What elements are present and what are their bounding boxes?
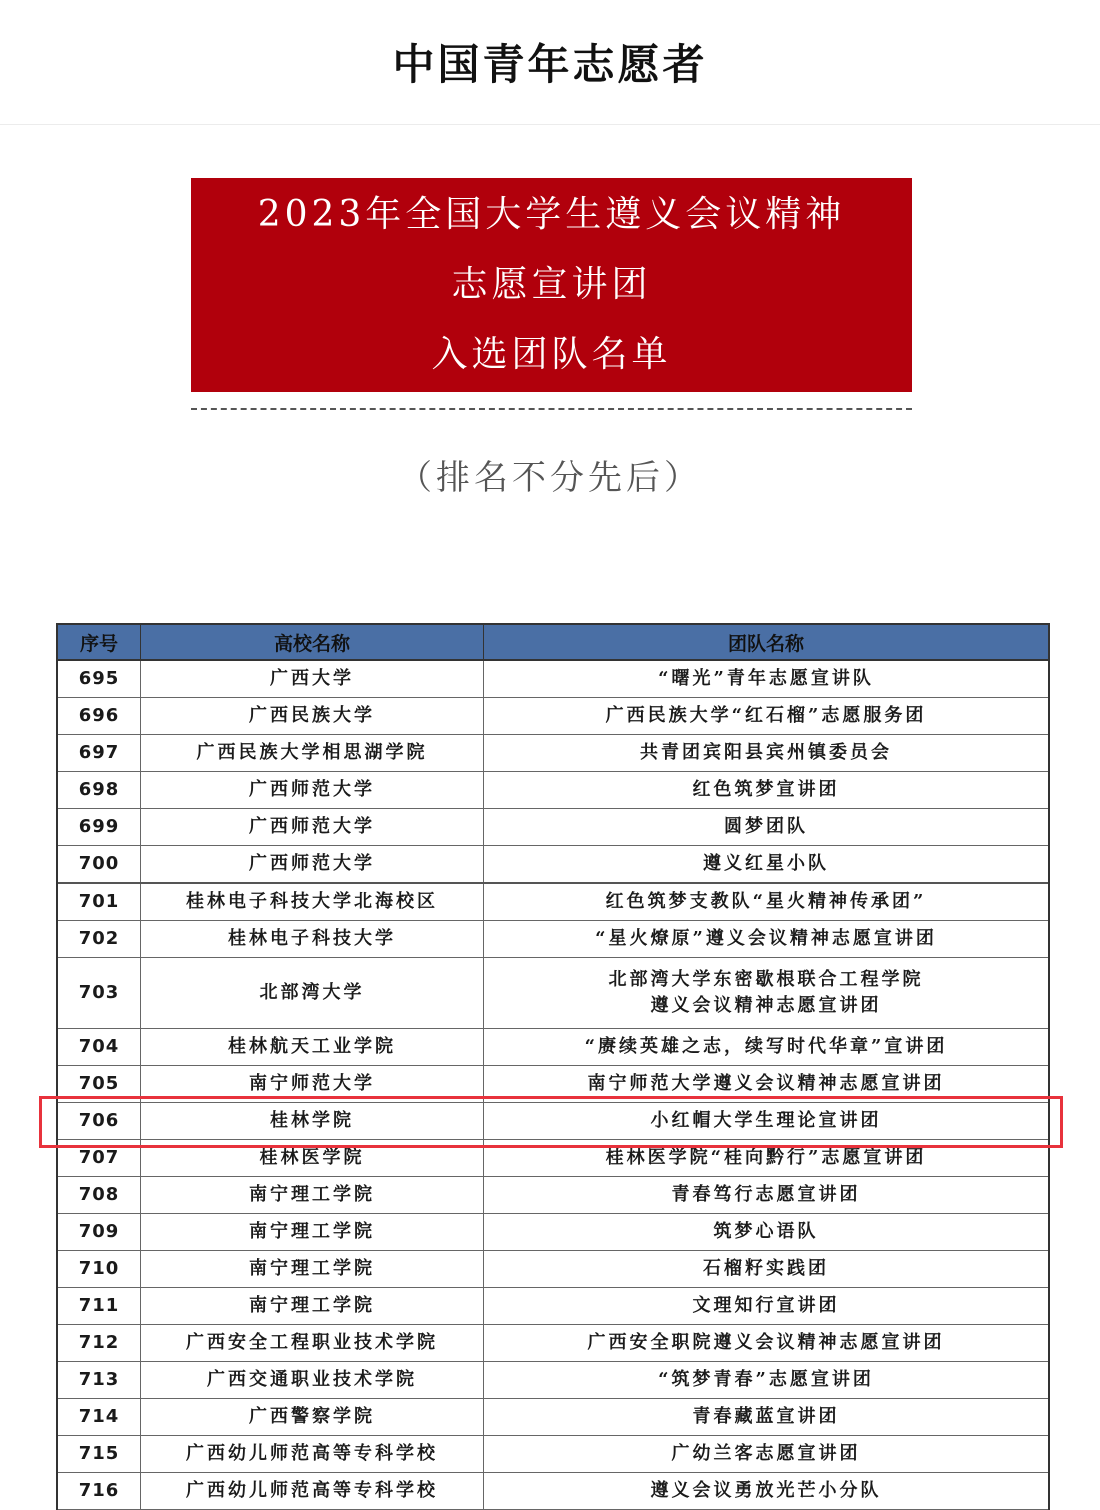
school-name: 南宁理工学院	[141, 1214, 484, 1250]
team-name: 红色筑梦支教队“星火精神传承团”	[605, 891, 927, 912]
table-row	[58, 1029, 1048, 1066]
team-name: 南宁师范大学遵义会议精神志愿宣讲团	[587, 1073, 945, 1094]
school-name: 广西师范大学	[141, 846, 484, 882]
row-number: 711	[58, 1288, 141, 1324]
page-title: 中国青年志愿者	[392, 40, 708, 89]
row-number: 700	[58, 846, 141, 882]
table-row-highlighted	[58, 1103, 1048, 1140]
table-row	[58, 958, 1048, 1029]
banner-line-1: 2023年全国大学生遵义会议精神	[257, 194, 846, 235]
page-header	[0, 0, 1100, 125]
table-row	[58, 1399, 1048, 1436]
table-row	[58, 1214, 1048, 1251]
team-name: “曙光”青年志愿宣讲队	[658, 668, 874, 689]
team-name-line-2: 遵义会议精神志愿宣讲团	[650, 995, 882, 1016]
row-number: 707	[58, 1140, 141, 1176]
team-name: 文理知行宣讲团	[692, 1295, 840, 1316]
table-row	[58, 1362, 1048, 1399]
table-row	[58, 809, 1048, 846]
row-number: 706	[58, 1103, 141, 1139]
row-number: 705	[58, 1066, 141, 1102]
row-number: 712	[58, 1325, 141, 1361]
team-name: 广西民族大学“红石榴”志愿服务团	[605, 705, 927, 726]
school-name: 广西警察学院	[141, 1399, 484, 1435]
team-name: 青春藏蓝宣讲团	[692, 1406, 840, 1427]
table-row	[58, 1288, 1048, 1325]
table-row	[58, 1251, 1048, 1288]
team-name	[484, 958, 1048, 1028]
school-name: 广西大学	[141, 661, 484, 697]
team-name: 青春笃行志愿宣讲团	[671, 1184, 861, 1205]
banner-line-2: 志愿宣讲团	[451, 264, 652, 305]
table-row	[58, 772, 1048, 809]
school-name: 桂林电子科技大学	[141, 921, 484, 957]
team-name: 石榴籽实践团	[703, 1258, 829, 1279]
table-row	[58, 884, 1048, 921]
school-name: 广西民族大学	[141, 698, 484, 734]
table-row	[58, 735, 1048, 772]
table-header	[58, 623, 1048, 661]
team-name: 小红帽大学生理论宣讲团	[650, 1110, 882, 1131]
school-name: 广西民族大学相思湖学院	[141, 735, 484, 771]
team-name: 共青团宾阳县宾州镇委员会	[640, 742, 892, 763]
team-name: 广西安全职院遵义会议精神志愿宣讲团	[587, 1332, 945, 1353]
row-number: 713	[58, 1362, 141, 1398]
school-name: 南宁理工学院	[141, 1251, 484, 1287]
row-number: 709	[58, 1214, 141, 1250]
school-name: 广西安全工程职业技术学院	[141, 1325, 484, 1361]
school-name: 广西师范大学	[141, 809, 484, 845]
team-name: 圆梦团队	[724, 816, 808, 837]
school-name: 广西交通职业技术学院	[141, 1362, 484, 1398]
school-name: 广西幼儿师范高等专科学校	[141, 1436, 484, 1472]
table-row	[58, 1066, 1048, 1103]
team-name: 红色筑梦宣讲团	[692, 779, 840, 800]
column-header-team: 团队名称	[727, 632, 804, 655]
table-row	[58, 1140, 1048, 1177]
school-name: 南宁师范大学	[141, 1066, 484, 1102]
column-header-school: 高校名称	[141, 625, 484, 659]
table-row	[58, 698, 1048, 735]
school-name: 广西师范大学	[141, 772, 484, 808]
team-name-line-1: 北部湾大学东密歇根联合工程学院	[608, 969, 924, 990]
table-row	[58, 1325, 1048, 1362]
team-name: “赓续英雄之志，续写时代华章”宣讲团	[584, 1036, 948, 1057]
school-name: 桂林电子科技大学北海校区	[141, 884, 484, 920]
school-name: 桂林航天工业学院	[141, 1029, 484, 1065]
row-number: 702	[58, 921, 141, 957]
table-row	[58, 921, 1048, 958]
team-name: 遵义红星小队	[703, 853, 829, 874]
row-number: 701	[58, 884, 141, 920]
table-row	[58, 1177, 1048, 1214]
school-name: 北部湾大学	[141, 958, 484, 1028]
table-row	[58, 1473, 1048, 1510]
school-name: 南宁理工学院	[141, 1288, 484, 1324]
title-banner	[191, 178, 912, 392]
school-name: 南宁理工学院	[141, 1177, 484, 1213]
school-name: 桂林学院	[141, 1103, 484, 1139]
dashed-divider	[191, 408, 912, 410]
team-name: 桂林医学院“桂向黔行”志愿宣讲团	[605, 1147, 927, 1168]
row-number: 699	[58, 809, 141, 845]
row-number: 704	[58, 1029, 141, 1065]
banner-line-3: 入选团队名单	[431, 334, 672, 375]
table-row	[58, 661, 1048, 698]
row-number: 714	[58, 1399, 141, 1435]
row-number: 710	[58, 1251, 141, 1287]
row-number: 698	[58, 772, 141, 808]
row-number: 716	[58, 1473, 141, 1509]
school-name: 广西幼儿师范高等专科学校	[141, 1473, 484, 1509]
table-row	[58, 1436, 1048, 1473]
column-header-number: 序号	[58, 625, 141, 659]
ranking-note: （排名不分先后）	[398, 458, 702, 498]
team-list-table	[56, 623, 1050, 1510]
row-number: 696	[58, 698, 141, 734]
team-name: “星火燎原”遵义会议精神志愿宣讲团	[595, 928, 937, 949]
team-name: 筑梦心语队	[713, 1221, 819, 1242]
row-number: 708	[58, 1177, 141, 1213]
team-name: 广幼兰客志愿宣讲团	[671, 1443, 861, 1464]
row-number: 715	[58, 1436, 141, 1472]
team-name: “筑梦青春”志愿宣讲团	[658, 1369, 874, 1390]
row-number: 695	[58, 661, 141, 697]
table-row	[58, 846, 1048, 884]
row-number: 697	[58, 735, 141, 771]
row-number: 703	[58, 958, 141, 1028]
team-name: 遵义会议勇放光芒小分队	[650, 1480, 882, 1501]
school-name: 桂林医学院	[141, 1140, 484, 1176]
